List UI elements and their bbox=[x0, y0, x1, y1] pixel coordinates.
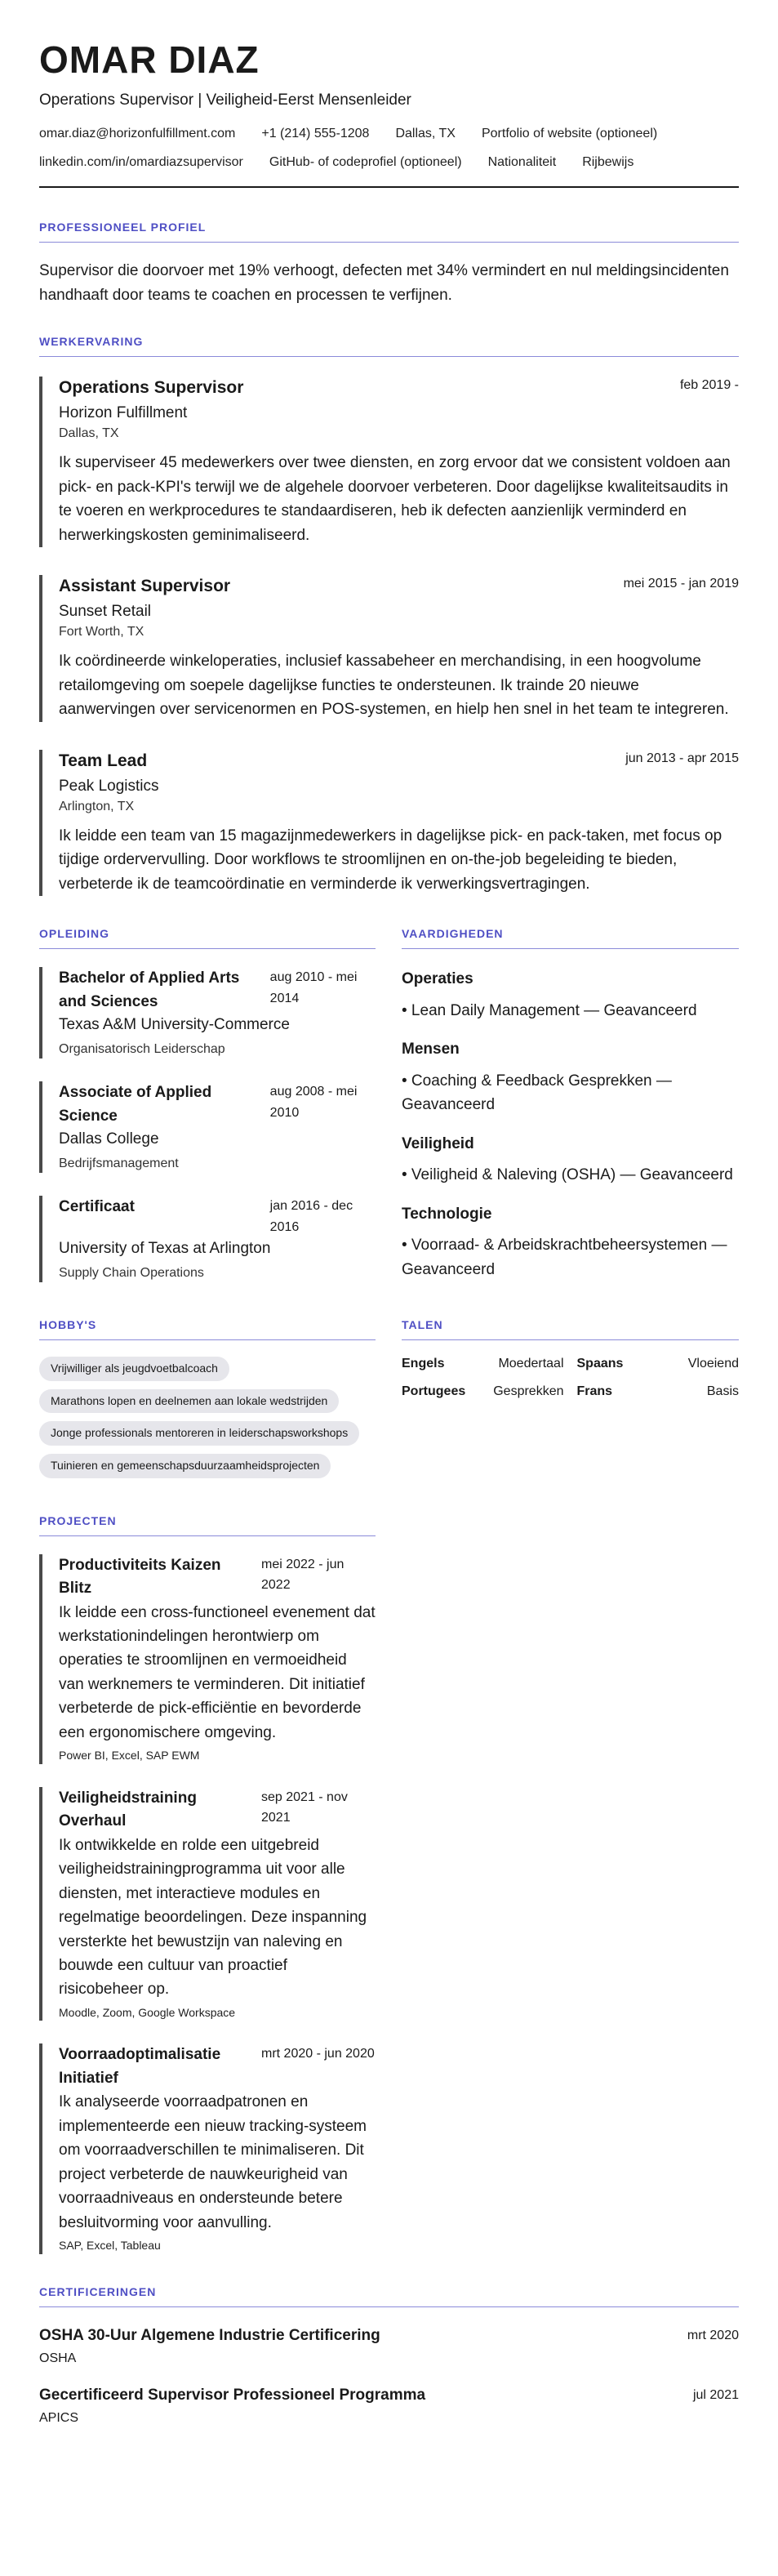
language-item bbox=[577, 1357, 740, 1371]
section-title-profile: PROFESSIONEEL PROFIEL bbox=[39, 221, 739, 243]
skill-item: • Veiligheid & Naleving (OSHA) — Geavanceerd bbox=[402, 1166, 733, 1184]
contact-email[interactable]: omar.diaz@horizonfulfillment.com bbox=[39, 127, 236, 141]
skill-category: Veiligheid bbox=[402, 1134, 474, 1152]
section-title-education: OPLEIDING bbox=[39, 927, 376, 949]
skill-category: Technologie bbox=[402, 1205, 492, 1223]
hobby-chip: Marathons lopen en deelnemen aan lokale wedstrijden bbox=[39, 1389, 339, 1414]
certification-title: OSHA 30-Uur Algemene Industrie Certificering bbox=[39, 2326, 380, 2344]
profile-section bbox=[39, 221, 739, 307]
study-field: Supply Chain Operations bbox=[59, 1265, 204, 1280]
skill-item: • Voorraad- & Arbeidskrachtbeheersystemen — Geavanceerd bbox=[402, 1237, 727, 1278]
language-item bbox=[577, 1384, 740, 1399]
skill-group bbox=[402, 1039, 739, 1116]
hobbies-languages-row bbox=[39, 1318, 739, 1486]
job-description: Ik coördineerde winkeloperaties, inclusief kassabeheer en merchandising, in een hoogvolume retailomgeving om soepele dagelijkse functies te ondersteunen. Ik trainde 20 nieuwe aanwervingen over servicenormen en POS-systemen, en hielp hen snel in het team te integreren. bbox=[59, 653, 729, 719]
contact-linkedin[interactable]: linkedin.com/in/omardiazsupervisor bbox=[39, 154, 243, 169]
project-date: mei 2022 - jun 2022 bbox=[261, 1557, 345, 1593]
project-tools: Moodle, Zoom, Google Workspace bbox=[59, 2005, 236, 2019]
certification-date: mrt 2020 bbox=[687, 2328, 739, 2342]
language-name: Frans bbox=[576, 1384, 613, 1399]
education-entry bbox=[39, 1081, 376, 1173]
job-title: Operations Supervisor bbox=[59, 377, 244, 397]
job-location: Arlington, TX bbox=[59, 799, 135, 813]
hobby-chip: Tuinieren en gemeenschapsduurzaamheidsprojecten bbox=[39, 1454, 331, 1478]
job-date: jun 2013 - apr 2015 bbox=[625, 751, 739, 765]
job-location: Dallas, TX bbox=[59, 426, 119, 440]
project-description: Ik analyseerde voorraadpatronen en implementeerde een nieuw tracking-systeem om voorraadverschillen te minimaliseren. Dit project verbeterde de nauwkeurigheid van voorraadniveaus en ondersteunde betere besluitvorming voor aanvulling. bbox=[59, 2093, 367, 2231]
degree-title: Certificaat bbox=[59, 1198, 135, 1216]
skill-group bbox=[402, 1134, 739, 1188]
contact-location: Dallas, TX bbox=[395, 127, 456, 141]
hobby-chip: Vrijwilliger als jeugdvoetbalcoach bbox=[39, 1357, 229, 1381]
skill-item: • Lean Daily Management — Geavanceerd bbox=[402, 1001, 697, 1019]
projects-row bbox=[39, 1514, 739, 2254]
education-entry bbox=[39, 1196, 376, 1282]
hobbies-section bbox=[39, 1318, 376, 1486]
language-name: Spaans bbox=[576, 1357, 624, 1371]
job-company: Peak Logistics bbox=[59, 778, 159, 795]
project-date: sep 2021 - nov 2021 bbox=[261, 1789, 348, 1825]
contact-portfolio[interactable]: Portfolio of website (optioneel) bbox=[481, 127, 658, 141]
certification-entry bbox=[39, 2325, 739, 2369]
job-title: Assistant Supervisor bbox=[59, 577, 231, 596]
language-level: Gesprekken bbox=[493, 1384, 564, 1399]
skill-group bbox=[402, 969, 739, 1023]
skill-item: • Coaching & Feedback Gesprekken — Geavanceerd bbox=[402, 1072, 672, 1114]
job-location: Fort Worth, TX bbox=[59, 624, 144, 639]
job-company: Sunset Retail bbox=[59, 603, 152, 621]
language-level: Vloeiend bbox=[687, 1357, 739, 1371]
contact-drivers-license: Rijbewijs bbox=[582, 154, 634, 169]
certification-title: Gecertificeerd Supervisor Professioneel Programma bbox=[39, 2386, 426, 2404]
project-title: Productiviteits Kaizen Blitz bbox=[59, 1556, 221, 1598]
experience-entry bbox=[39, 575, 739, 722]
project-description: Ik ontwikkelde en rolde een uitgebreid veiligheidstrainingprogramma uit voor alle diensten, met interactieve modules en regelmatige beoordelingen. Deze inspanning versterkte het bewustzijn van naleving en bouwde een cultuur van proactief risicobeheer op. bbox=[59, 1836, 367, 1999]
certification-entry bbox=[39, 2385, 739, 2428]
job-description: Ik superviseer 45 medewerkers over twee diensten, en zorg ervoor dat we consistent voldoen aan pick- en pack-KPI's terwijl we de algehele doorvoer verbeteren. Door dagelijkse kwaliteitsaudits in te voeren en werkprocedures te standaardiseren, heb ik defecten aanzienlijk verminderd en herwerkingskosten geminimaliseerd. bbox=[59, 454, 731, 544]
certification-issuer: APICS bbox=[39, 2411, 79, 2426]
degree-title: Associate of Applied Science bbox=[59, 1084, 212, 1125]
skill-category: Mensen bbox=[402, 1041, 460, 1058]
experience-entry bbox=[39, 750, 739, 897]
project-title: Veiligheidstraining Overhaul bbox=[59, 1789, 197, 1830]
experience-entry bbox=[39, 377, 739, 547]
profile-text: Supervisor die doorvoer met 19% verhoogt, defecten met 34% vermindert en nul meldingsincidenten handhaaft door teams te coachen en processen te verfijnen. bbox=[39, 262, 729, 304]
language-item bbox=[402, 1384, 564, 1399]
job-company: Horizon Fulfillment bbox=[59, 404, 188, 422]
certification-issuer: OSHA bbox=[39, 2351, 77, 2366]
language-level: Basis bbox=[706, 1384, 739, 1399]
certification-date: jul 2021 bbox=[692, 2387, 739, 2402]
school-name: Texas A&M University-Commerce bbox=[59, 1016, 290, 1034]
education-section bbox=[39, 927, 376, 1282]
project-tools: Power BI, Excel, SAP EWM bbox=[59, 1749, 200, 1763]
section-title-skills: VAARDIGHEDEN bbox=[402, 927, 739, 949]
skill-category: Operaties bbox=[402, 970, 473, 988]
contact-list bbox=[39, 125, 739, 172]
experience-section bbox=[39, 335, 739, 896]
skills-section bbox=[402, 927, 739, 1282]
project-description: Ik leidde een cross-functioneel evenement dat werkstationindelingen herontwierp om operaties te stroomlijnen en vermoeidheid van werknemers te verminderen. Dit initiatief verbeterde de pick-efficiëntie en bevorderde een ergonomischere omgeving. bbox=[59, 1603, 376, 1741]
section-title-projects: PROJECTEN bbox=[39, 1514, 376, 1536]
study-field: Organisatorisch Leiderschap bbox=[59, 1041, 225, 1056]
language-name: Portugees bbox=[402, 1384, 466, 1399]
section-title-hobbies: HOBBY'S bbox=[39, 1318, 376, 1340]
section-title-certifications: CERTIFICERINGEN bbox=[39, 2285, 739, 2307]
projects-section bbox=[39, 1514, 376, 2254]
project-entry bbox=[39, 1554, 376, 1764]
contact-phone[interactable]: +1 (214) 555-1208 bbox=[261, 127, 370, 141]
job-date: feb 2019 - bbox=[679, 377, 739, 392]
section-title-languages: TALEN bbox=[402, 1318, 739, 1340]
contact-github[interactable]: GitHub- of codeprofiel (optioneel) bbox=[269, 154, 462, 169]
degree-date: jan 2016 - dec 2016 bbox=[269, 1199, 353, 1234]
degree-date: aug 2008 - mei 2010 bbox=[269, 1085, 358, 1120]
degree-date: aug 2010 - mei 2014 bbox=[269, 970, 358, 1005]
job-description: Ik leidde een team van 15 magazijnmedewerkers in dagelijkse pick- en pack-taken, met focus op tijdige ordervervulling. Door workflows te stroomlijnen en on-the-job begeleiding te bieden, verbeterde ik de teamcoördinatie en verminderde ik verwerkingsvertragingen. bbox=[59, 827, 722, 893]
languages-section bbox=[402, 1318, 739, 1486]
degree-title: Bachelor of Applied Arts and Sciences bbox=[59, 969, 240, 1010]
job-title: Team Lead bbox=[59, 751, 148, 770]
education-entry bbox=[39, 967, 376, 1058]
language-item bbox=[402, 1357, 564, 1371]
projects-right-spacer bbox=[402, 1514, 739, 2254]
language-grid bbox=[402, 1357, 739, 1399]
candidate-name: OMAR DIAZ bbox=[39, 38, 260, 81]
certifications-section bbox=[39, 2285, 739, 2428]
job-date: mei 2015 - jan 2019 bbox=[623, 577, 739, 591]
resume-header bbox=[39, 0, 739, 188]
education-skills-row bbox=[39, 927, 739, 1282]
hobby-chip-list bbox=[39, 1357, 376, 1486]
language-name: Engels bbox=[402, 1357, 445, 1371]
header-divider bbox=[39, 186, 739, 188]
project-tools: SAP, Excel, Tableau bbox=[59, 2239, 161, 2253]
project-entry bbox=[39, 1787, 376, 2021]
contact-nationality: Nationaliteit bbox=[487, 154, 557, 169]
school-name: University of Texas at Arlington bbox=[59, 1240, 271, 1258]
skill-group bbox=[402, 1204, 739, 1281]
hobby-chip: Jonge professionals mentoreren in leiderschapsworkshops bbox=[39, 1421, 359, 1446]
project-title: Voorraadoptimalisatie Initiatief bbox=[59, 2046, 221, 2087]
project-date: mrt 2020 - jun 2020 bbox=[261, 2047, 375, 2061]
study-field: Bedrijfsmanagement bbox=[59, 1156, 179, 1170]
school-name: Dallas College bbox=[59, 1130, 159, 1148]
project-entry bbox=[39, 2043, 376, 2253]
candidate-subtitle: Operations Supervisor | Veiligheid-Eerst Mensenleider bbox=[39, 91, 411, 109]
section-title-experience: WERKERVARING bbox=[39, 335, 739, 357]
language-level: Moedertaal bbox=[498, 1357, 564, 1371]
